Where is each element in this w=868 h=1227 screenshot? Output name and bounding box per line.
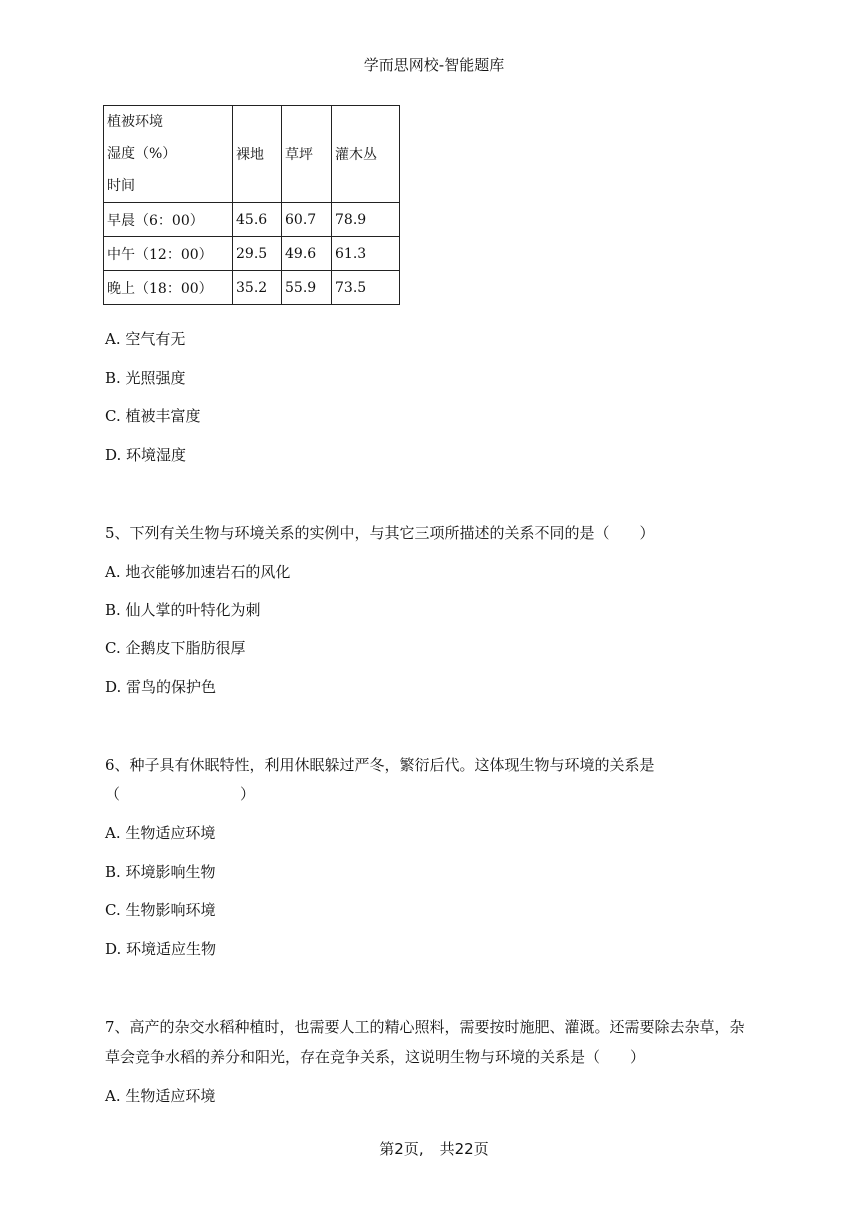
page-total: 共22页 — [439, 1140, 489, 1158]
q6-stem-line1: 6、种子具有休眠特性，利用休眠躲过严冬，繁衍后代。这体现生物与环境的关系是 — [105, 756, 655, 774]
table-cell: 35.2 — [233, 271, 282, 305]
page-number: 第2页, — [379, 1140, 424, 1158]
q5-option-c: C. 企鹅皮下脂肪很厚 — [105, 639, 246, 657]
row-time: 晚上（18：00） — [104, 271, 233, 305]
table-row — [104, 203, 400, 237]
q7-option-a: A. 生物适应环境 — [105, 1087, 216, 1105]
table-cell: 29.5 — [233, 237, 282, 271]
corner-label-humidity: 湿度（%） — [107, 146, 177, 162]
column-header: 草坪 — [282, 106, 332, 203]
column-header: 裸地 — [233, 106, 282, 203]
q5-stem: 5、下列有关生物与环境关系的实例中，与其它三项所描述的关系不同的是（ ） — [105, 524, 655, 542]
table-cell: 60.7 — [282, 203, 332, 237]
corner-label-time: 时间 — [107, 178, 135, 194]
corner-label-vegetation: 植被环境 — [107, 114, 163, 130]
q6-option-d: D. 环境适应生物 — [105, 940, 217, 958]
q4-option-d: D. 环境湿度 — [105, 446, 187, 464]
table-row — [104, 271, 400, 305]
q4-option-a: A. 空气有无 — [105, 330, 186, 348]
table-header-row — [104, 106, 400, 203]
q5-option-d: D. 雷鸟的保护色 — [105, 678, 217, 696]
table-cell: 78.9 — [332, 203, 400, 237]
q6-option-c: C. 生物影响环境 — [105, 901, 216, 919]
table-cell: 73.5 — [332, 271, 400, 305]
q6-option-a: A. 生物适应环境 — [105, 824, 216, 842]
humidity-table — [103, 105, 400, 305]
page-header: 学而思网校-智能题库 — [363, 56, 505, 74]
q4-option-c: C. 植被丰富度 — [105, 407, 201, 425]
table-cell: 61.3 — [332, 237, 400, 271]
q5-option-a: A. 地衣能够加速岩石的风化 — [105, 563, 291, 581]
table-cell: 45.6 — [233, 203, 282, 237]
table-cell: 55.9 — [282, 271, 332, 305]
q6-stem-line2: （ ） — [105, 785, 256, 803]
q5-option-b: B. 仙人掌的叶特化为刺 — [105, 601, 261, 619]
table-row — [104, 237, 400, 271]
column-header: 灌木丛 — [332, 106, 400, 203]
page-footer — [0, 1138, 868, 1159]
q6-option-b: B. 环境影响生物 — [105, 863, 216, 881]
table-corner-cell — [104, 106, 233, 203]
row-time: 早晨（6：00） — [104, 203, 233, 237]
row-time: 中午（12：00） — [104, 237, 233, 271]
q4-option-b: B. 光照强度 — [105, 369, 186, 387]
table-cell: 49.6 — [282, 237, 332, 271]
q7-stem-line1: 7、高产的杂交水稻种植时，也需要人工的精心照料，需要按时施肥、灌溉。还需要除去杂草，杂 — [105, 1018, 745, 1036]
q7-stem-line2: 草会竞争水稻的养分和阳光，存在竞争关系，这说明生物与环境的关系是（ ） — [105, 1048, 646, 1066]
